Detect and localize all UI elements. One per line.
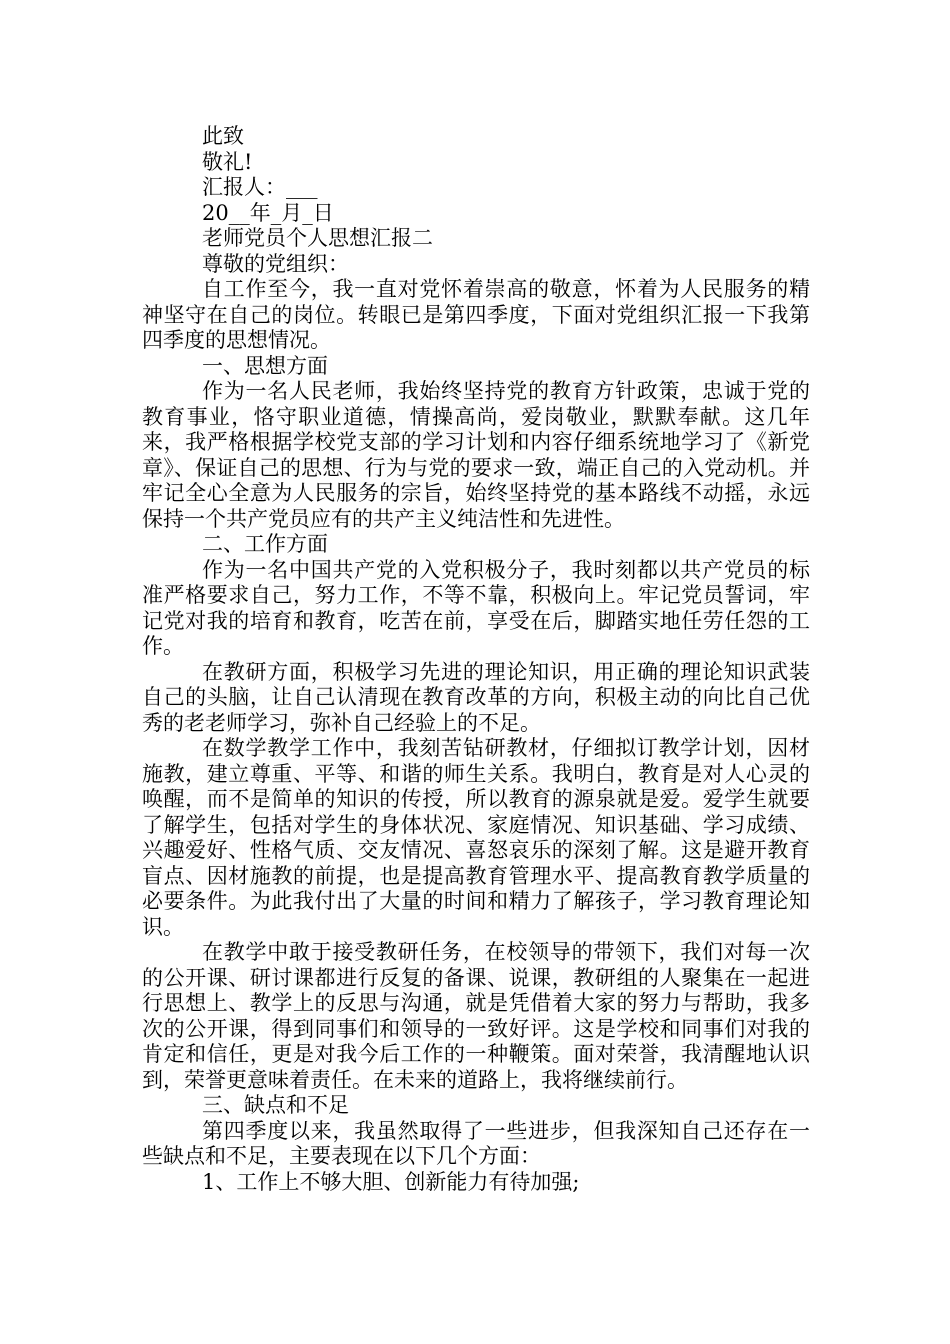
paragraph-shortcomings: 第四季度以来，我虽然取得了一些进步，但我深知自己还存在一些缺点和不足，主要表现在以下几个方面： (142, 1118, 810, 1168)
section-heading-work: 二、工作方面 (202, 532, 328, 556)
paragraph-work-4: 在教学中敢于接受教研任务，在校领导的带领下，我们对每一次的公开课、研讨课都进行反复的备课、说课，教研组的人聚集在一起进行思想上、教学上的反思与沟通，就是凭借着大家的努力与帮助，我多次的公开课，得到同事们和领导的一致好评。这是学校和同事们对我的肯定和信任，更是对我今后工作的一种鞭策。面对荣誉，我清醒地认识到，荣誉更意味着责任。在未来的道路上，我将继续前行。 (142, 940, 810, 1092)
reporter-line: 汇报人：___ (202, 175, 318, 199)
section-heading-thought: 一、思想方面 (202, 353, 328, 378)
paragraph-work-1: 作为一名中国共产党的入党积极分子，我时刻都以共产党员的标准严格要求自己，努力工作，不等不靠，积极向上。牢记党员誓词，牢记党对我的培育和教育，吃苦在前，享受在后，脚踏实地任劳任怨的工作。 (142, 557, 810, 658)
section-heading-shortcomings: 三、缺点和不足 (202, 1093, 349, 1117)
document-title: 老师党员个人思想汇报二 (202, 226, 433, 250)
salute-line: 敬礼! (202, 149, 253, 174)
list-item-1: 1、工作上不够大胆、创新能力有待加强; (202, 1169, 580, 1194)
paragraph-thought: 作为一名人民老师，我始终坚持党的教育方针政策，忠诚于党的教育事业，恪守职业道德，情操高尚，爱岗敬业，默默奉献。这几年来，我严格根据学校党支部的学习计划和内容仔细系统地学习了《新党章》、保证自己的思想、行为与党的要求一致，端正自己的入党动机。并牢记全心全意为人民服务的宗旨，始终坚持党的基本路线不动摇，永远保持一个共产党员应有的共产主义纯洁性和先进性。 (142, 379, 810, 531)
closing-line: 此致 (202, 124, 244, 148)
paragraph-work-2: 在教研方面，积极学习先进的理论知识，用正确的理论知识武装自己的头脑，让自己认清现在教育改革的方向，积极主动的向比自己优秀的老老师学习，弥补自己经验上的不足。 (142, 659, 810, 735)
paragraph-work-3: 在数学教学工作中，我刻苦钻研教材，仔细拟订教学计划，因材施教，建立尊重、平等、和谐的师生关系。我明白，教育是对人心灵的唤醒，而不是简单的知识的传授，所以教育的源泉就是爱。爱学生就要了解学生，包括对学生的身体状况、家庭情况、知识基础、学习成绩、兴趣爱好、性格气质、交友情况、喜怒哀乐的深刻了解。这是避开教育盲点、因材施教的前提，也是提高教育管理水平、提高教育教学质量的必要条件。为此我付出了大量的时间和精力了解孩子，学习教育理论知识。 (142, 736, 810, 939)
document-body (142, 124, 810, 1195)
paragraph-intro: 自工作至今，我一直对党怀着崇高的敬意，怀着为人民服务的精神坚守在自己的岗位。转眼已是第四季度，下面对党组织汇报一下我第四季度的思想情况。 (142, 277, 810, 352)
date-line: 20__年_月_日 (202, 200, 334, 225)
greeting-line: 尊敬的党组织： (202, 251, 349, 276)
